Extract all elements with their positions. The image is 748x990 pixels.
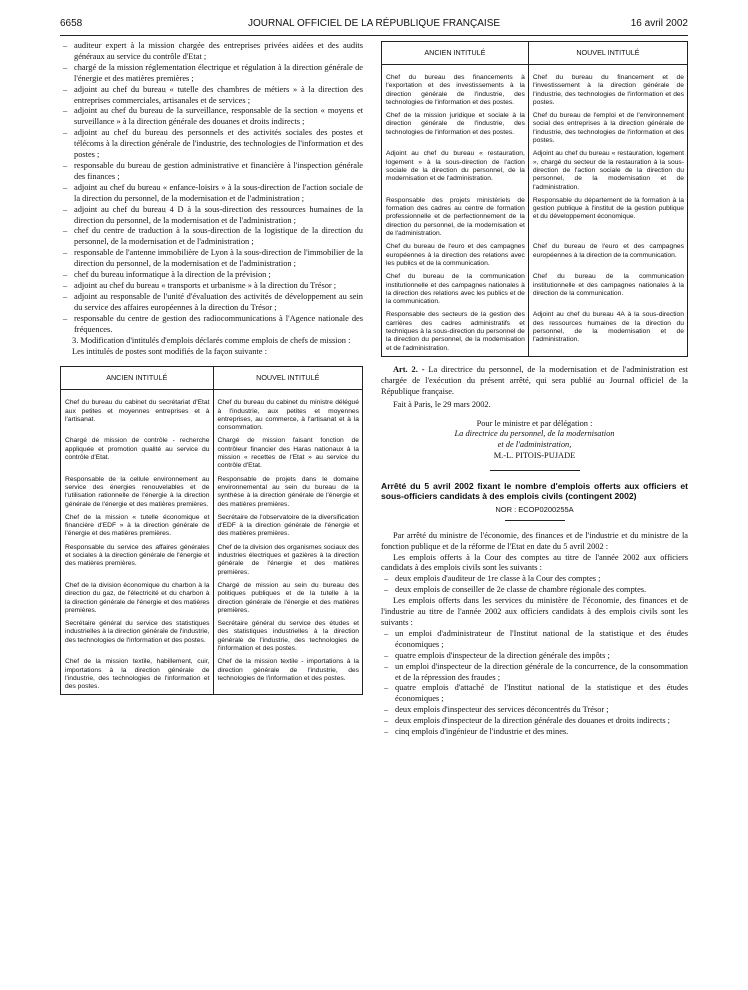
- new-title-cell: Adjoint au chef du bureau « restauration, logement », chargé du secteur de la restauration à la sous-direction de l'action sociale de la direction du personnel, de la modernisation et de l'administration.: [528, 148, 687, 194]
- old-title-cell: Responsable des projets ministériels de formation des cadres au centre de formation professionnelle et de perfectionnement de la direction du personnel, de la modernisation et de l'administration.: [382, 195, 529, 241]
- header-rule: [60, 35, 688, 36]
- section-3-heading: 3. Modification d'intitulés d'emplois déclarés comme emplois de chefs de mission :: [72, 336, 351, 346]
- header-new-title: NOUVEL INTITULÉ: [213, 367, 363, 390]
- old-title-cell: Responsable de la cellule environnement au service des énergies renouvelables et de l'utilisation rationnelle de l'énergie à la direction générale de l'énergie et des matières premières.: [61, 474, 214, 512]
- place-date: Fait à Paris, le 29 mars 2002.: [393, 399, 491, 409]
- list-item: – quatre emplois d'inspecteur de la direction générale des impôts ;: [381, 651, 688, 662]
- list-item: – deux emplois de conseiller de 2e classe de chambre régionale des comptes.: [381, 585, 688, 596]
- list-item: – deux emplois d'auditeur de 1re classe à la Cour des comptes ;: [381, 574, 688, 585]
- list-item: – chef du centre de traduction à la sous-direction de la logistique de la direction du personnel, de la modernisation et de l'administration ;: [60, 226, 363, 248]
- section-separator: [490, 470, 580, 471]
- new-title-cell: Chef du bureau de la communication institutionnelle et des campagnes nationales à la direction de la communication.: [528, 271, 687, 309]
- new-title-cell: Chef du bureau du cabinet du ministre délégué à l'industrie, aux petites et moyennes entreprises, au commerce, à l'artisanat et à la consommation.: [213, 390, 363, 436]
- list-item: – deux emplois d'inspecteur de la direction générale des douanes et droits indirects ;: [381, 716, 688, 727]
- new-title-cell: Secrétaire de l'observatoire de la diversification d'EDF à la direction générale de l'énergie et des matières premières.: [213, 512, 363, 542]
- new-title-cell: Chef du bureau de l'emploi et de l'environnement social des entreprises à la direction générale de l'industrie, des technologies de l'information et des postes.: [528, 110, 687, 148]
- list-item: – responsable du centre de gestion des radiocommunications à l'Agence nationale des fréquences.: [60, 314, 363, 336]
- header-new-title: NOUVEL INTITULÉ: [528, 42, 687, 65]
- ministry-para: Les emplois offerts dans les services du ministère de l'économie, des finances et de l'industrie au titre de l'année 2002 aux officiers candidats à des emplois civils sont les suivants :: [381, 596, 688, 627]
- table-row: [382, 148, 688, 194]
- table-row: [61, 542, 363, 580]
- list-item: – un emploi d'administrateur de l'Institut national de la statistique et des études économiques ;: [381, 629, 688, 651]
- old-title-cell: Chef de la division économique du charbon à la direction du gaz, de l'électricité et du charbon à la direction générale de l'énergie et des matières premières.: [61, 580, 214, 618]
- table-row: [382, 241, 688, 271]
- nor-reference: NOR : ECOP0200255A: [495, 504, 574, 514]
- new-title-cell: Chef du bureau de l'euro et des campagnes européennes à la direction de la communication.: [528, 241, 687, 271]
- ministry-list: [381, 629, 688, 738]
- list-item: – cinq emplois d'ingénieur de l'industrie et des mines.: [381, 727, 688, 738]
- table-row: [61, 474, 363, 512]
- old-title-cell: Responsable du service des affaires générales et sociales à la direction générale de l'énergie et des matières premières.: [61, 542, 214, 580]
- list-item: – adjoint au responsable de l'unité d'évaluation des activités de développement au sein du service des affaires européennes à la direction du Trésor ;: [60, 292, 363, 314]
- table-row: [382, 271, 688, 309]
- table-row: [61, 512, 363, 542]
- old-title-cell: Chef du bureau du cabinet du secrétariat d'Etat aux petites et moyennes entreprises et à l'artisanat.: [61, 390, 214, 436]
- article-2: [381, 365, 688, 398]
- cour-des-comptes-para: Les emplois offerts à la Cour des comptes au titre de l'année 2002 aux officiers candidats à des emplois civils sont les suivants :: [381, 552, 688, 573]
- list-item: – quatre emplois d'attaché de l'Institut national de la statistique et des études économiques ;: [381, 683, 688, 705]
- table-intro: Les intitulés de postes sont modifiés de la façon suivante :: [72, 347, 267, 357]
- signatory-role-1: La directrice du personnel, de la modernisation: [454, 429, 615, 439]
- table-row: [382, 65, 688, 111]
- signatory-name: M.-L. PITOIS-PUJADE: [493, 451, 576, 461]
- delegation: Pour le ministre et par délégation :: [476, 418, 593, 428]
- old-title-cell: Secrétaire général du service des statistiques industrielles à la direction générale de l'industrie, des technologies de l'information et des postes.: [61, 618, 214, 656]
- list-item: – responsable de l'antenne immobilière de Lyon à la sous-direction de l'immobilier de la direction du personnel, de la modernisation et de l'administration ;: [60, 248, 363, 270]
- old-title-cell: Chef du bureau de l'euro et des campagnes européennes à la direction des relations avec les publics et de la communication.: [382, 241, 529, 271]
- left-column: [60, 41, 363, 695]
- decree-title: Arrêté du 5 avril 2002 fixant le nombre d'emplois offerts aux officiers et sous-officiers candidats à des emplois civils (contingent 2002): [381, 481, 688, 502]
- cour-des-comptes-list: [381, 574, 688, 596]
- list-item: – deux emplois d'inspecteur des services déconcentrés du Trésor ;: [381, 705, 688, 716]
- table-row: [61, 656, 363, 695]
- table-row: [382, 195, 688, 241]
- article-2-text: La directrice du personnel, de la modernisation et de l'administration est chargée de l'exécution du présent arrêté, qui sera publié au Journal officiel de la République française.: [381, 364, 688, 396]
- decree-intro: Par arrêté du ministre de l'économie, des finances et de l'industrie et du ministre de la fonction publique et de la réforme de l'Etat en date du 5 avril 2002 :: [381, 530, 688, 551]
- list-item: – adjoint au chef du bureau des personnels et des activités sociales des postes et télécoms à la direction générale de l'industrie, des technologies de l'information et des postes ;: [60, 128, 363, 161]
- list-item: – un emploi d'inspecteur de la direction générale de la concurrence, de la consommation et de la répression des fraudes ;: [381, 662, 688, 684]
- old-title-cell: Chef de la mission « tutelle économique et financière d'EDF » à la direction générale de l'énergie et des matières premières.: [61, 512, 214, 542]
- page-number: 6658: [60, 18, 83, 29]
- chef-de-mission-list: [60, 41, 363, 335]
- new-title-cell: Chargé de mission au sein du bureau des politiques publiques et de la tutelle à la direction générale de l'énergie et des matières premières.: [213, 580, 363, 618]
- table-row: [61, 618, 363, 656]
- new-title-cell: Responsable du département de la formation à la gestion publique à l'institut de la gestion publique et du développement économique.: [528, 195, 687, 241]
- new-title-cell: Chef de la mission textile - importations à la direction générale de l'industrie, des technologies de l'information et des postes.: [213, 656, 363, 695]
- new-title-cell: Responsable de projets dans le domaine environnemental au sein du bureau de la synthèse à la direction générale de l'énergie et des matières premières.: [213, 474, 363, 512]
- section-separator: [505, 520, 565, 521]
- old-title-cell: Responsable des secteurs de la gestion des carrières des cadres administratifs et techniques à la sous-direction du personnel de la direction du personnel, de la modernisation et de l'administration.: [382, 309, 529, 356]
- table-row: [61, 390, 363, 436]
- old-title-cell: Chef de la mission textile, habillement, cuir, importations à la direction générale de l'industrie, des technologies de l'information et des postes.: [61, 656, 214, 695]
- old-title-cell: Chef du bureau de la communication institutionnelle et des campagnes nationales à la direction des relations avec les publics et de la communication.: [382, 271, 529, 309]
- list-item: – adjoint au chef du bureau « enfance-loisirs » à la sous-direction de l'action sociale de la direction du personnel, de la modernisation et de l'administration ;: [60, 183, 363, 205]
- signatory-role-2: et de l'administration,: [497, 440, 572, 450]
- new-title-cell: Chef de la division des organismes sociaux des industries électriques et gazières à la direction générale de l'énergie et des matières premières.: [213, 542, 363, 580]
- list-item: – adjoint au chef du bureau 4 D à la sous-direction des ressources humaines de la direction du personnel, de la modernisation et de l'administration ;: [60, 205, 363, 227]
- old-title-cell: Chargé de mission de contrôle - recherche appliquée et promotion qualité au service du contrôle d'Etat.: [61, 435, 214, 473]
- list-item: – chef du bureau informatique à la direction de la prévision ;: [60, 270, 363, 281]
- table-row: [61, 435, 363, 473]
- new-title-cell: Chef du bureau du financement et de l'investissement à la direction générale de l'industrie, des technologies de l'information et des postes.: [528, 65, 687, 111]
- table-row: [61, 580, 363, 618]
- titles-table-left: [60, 366, 363, 695]
- titles-table-right: [381, 41, 688, 357]
- old-title-cell: Chef de la mission juridique et sociale à la direction générale de l'industrie, des technologies de l'information et des postes.: [382, 110, 529, 148]
- header-old-title: ANCIEN INTITULÉ: [61, 367, 214, 390]
- new-title-cell: Secrétaire général du service des études et des statistiques industrielles à la direction générale de l'industrie, des technologies de l'information et des postes.: [213, 618, 363, 656]
- list-item: – adjoint au chef du bureau « transports et urbanisme » à la direction du Trésor ;: [60, 281, 363, 292]
- new-title-cell: Chargé de mission faisant fonction de contrôleur financier des Haras nationaux à la mission « recettes de l'Etat » au service du contrôle d'Etat.: [213, 435, 363, 473]
- list-item: – chargé de la mission réglementation électrique et régulation à la direction générale de l'énergie et des matières premières ;: [60, 63, 363, 85]
- old-title-cell: Adjoint au chef du bureau « restauration, logement » à la sous-direction de l'action sociale de la direction du personnel, de la modernisation et de l'administration.: [382, 148, 529, 194]
- list-item: – adjoint au chef du bureau de la surveillance, responsable de la section « moyens et surveillance » à la direction générale des douanes et droits indirects ;: [60, 106, 363, 128]
- page-header: [60, 18, 688, 32]
- table-row: [382, 309, 688, 356]
- table-row: [382, 110, 688, 148]
- list-item: – adjoint au chef du bureau « tutelle des chambres de métiers » à la direction des entreprises commerciales, artisanales et de services ;: [60, 85, 363, 107]
- list-item: – auditeur expert à la mission chargée des entreprises privées aidées et des audits généraux au service du contrôle d'Etat ;: [60, 41, 363, 63]
- list-item: – responsable du bureau de gestion administrative et financière à l'inspection générale des finances ;: [60, 161, 363, 183]
- header-old-title: ANCIEN INTITULÉ: [382, 42, 529, 65]
- article-2-label: Art. 2. -: [393, 364, 425, 374]
- issue-date: 16 avril 2002: [630, 18, 688, 29]
- old-title-cell: Chef du bureau des financements à l'exportation et des investissements à la direction générale de l'industrie, des technologies de l'information et des postes.: [382, 65, 529, 111]
- new-title-cell: Adjoint au chef du bureau 4A à la sous-direction des ressources humaines de la direction du personnel, de la modernisation et de l'administration.: [528, 309, 687, 356]
- journal-title: JOURNAL OFFICIEL DE LA RÉPUBLIQUE FRANÇAISE: [247, 18, 501, 29]
- right-column: [381, 41, 688, 738]
